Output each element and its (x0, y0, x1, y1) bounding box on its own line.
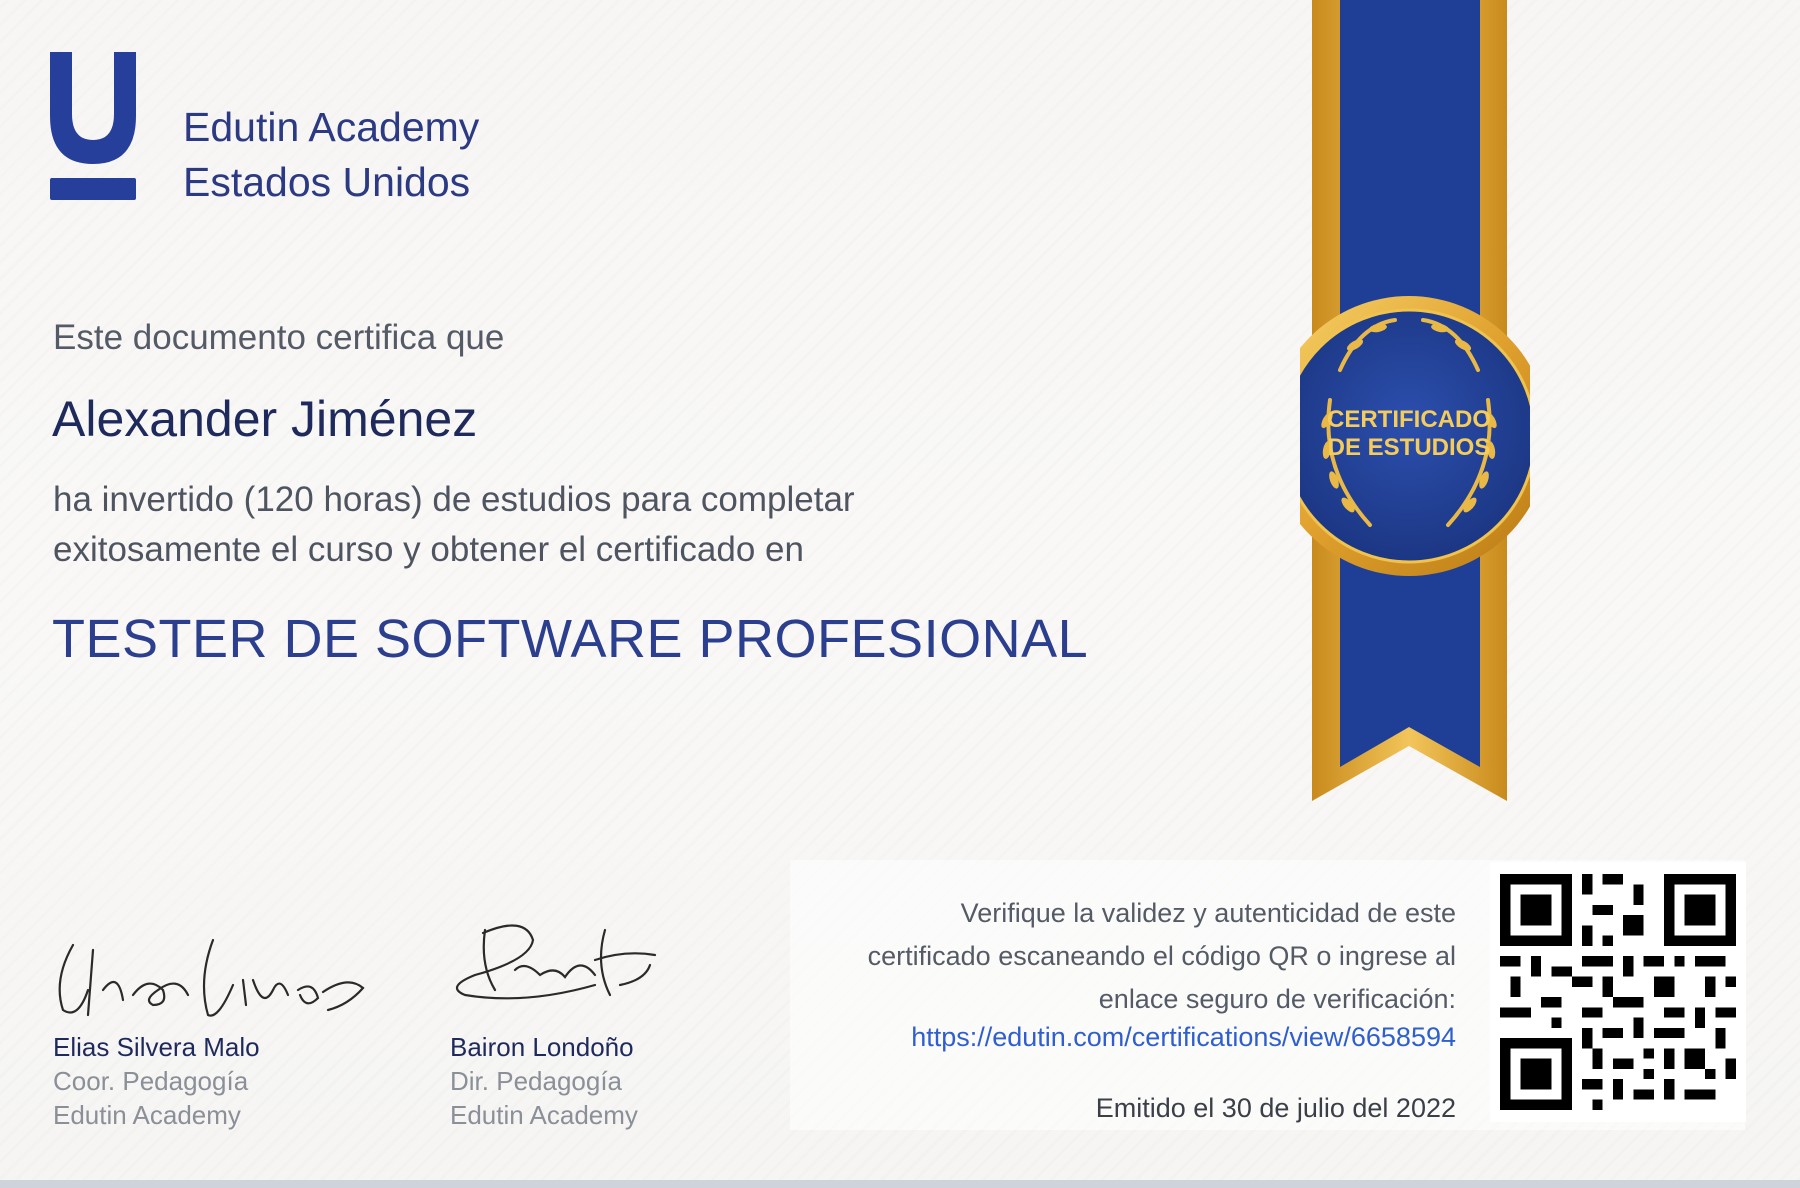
organization-location: Estados Unidos (183, 159, 471, 206)
signatory-name: Bairon Londoño (450, 1032, 634, 1062)
seal-line-2: DE ESTUDIOS (1327, 434, 1491, 461)
qr-code-icon[interactable] (1490, 862, 1746, 1122)
certificate-ribbon-seal (1300, 0, 1530, 812)
bottom-edge (0, 1180, 1800, 1188)
signatory-org: Edutin Academy (450, 1100, 638, 1130)
seal-line-1: CERTIFICADO (1327, 406, 1491, 433)
verification-link[interactable]: https://edutin.com/certifications/view/6658594 (911, 1022, 1456, 1052)
verification-instructions (756, 892, 1456, 1021)
signatory-role: Dir. Pedagogía (450, 1066, 623, 1096)
verification-line-1: Verifique la validez y autenticidad de este (960, 898, 1456, 928)
study-description (53, 475, 855, 575)
signature-elias-silvera (48, 920, 378, 1030)
organization-name (183, 100, 479, 211)
certifies-intro: Este documento certifica que (53, 318, 505, 357)
study-line-1: ha invertido (120 horas) de estudios para completar (53, 480, 855, 519)
verification-line-2: certificado escaneando el código QR o ingrese al (867, 941, 1456, 971)
signatory-2 (450, 1030, 638, 1132)
study-line-2: exitosamente el curso y obtener el certificado en (53, 530, 804, 569)
verification-line-3: enlace seguro de verificación: (1098, 984, 1456, 1014)
signature-bairon-londono (445, 915, 675, 1015)
organization-title: Edutin Academy (183, 104, 480, 150)
edutin-logo-icon (50, 52, 136, 202)
signatory-1 (53, 1030, 260, 1132)
recipient-name: Alexander Jiménez (52, 391, 478, 447)
signatory-role: Coor. Pedagogía (53, 1066, 249, 1096)
signatory-org: Edutin Academy (53, 1100, 241, 1130)
issued-date: Emitido el 30 de julio del 2022 (1095, 1093, 1456, 1123)
course-title: TESTER DE SOFTWARE PROFESIONAL (52, 609, 1089, 669)
signatory-name: Elias Silvera Malo (53, 1032, 260, 1062)
